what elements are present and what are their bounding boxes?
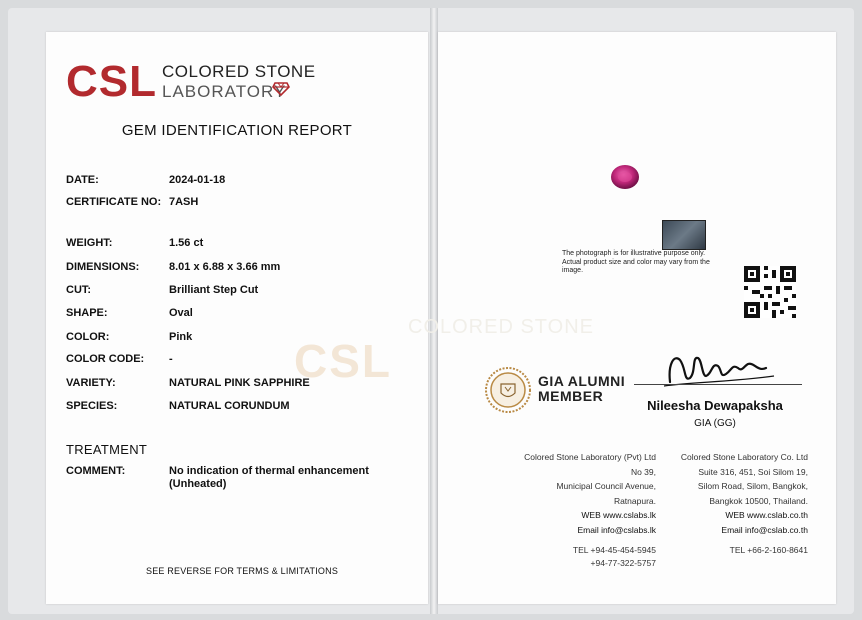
gem-photograph — [610, 164, 640, 190]
watermark-logo: CSL — [294, 335, 392, 387]
address-line: No 39, — [630, 466, 656, 477]
email-address: Email info@cslabs.lk — [577, 524, 656, 535]
field-label: CERTIFICATE NO: — [66, 196, 162, 208]
field-label: DIMENSIONS: — [66, 261, 140, 273]
field-value: 7ASH — [169, 196, 199, 208]
phone-sri-lanka — [518, 544, 656, 570]
photo-disclaimer: The photograph is for illustrative purpose only. Actual product size and color may vary from the image. — [562, 250, 710, 274]
phone-thailand — [658, 544, 808, 557]
address-line: Municipal Council Avenue, — [556, 481, 656, 491]
logo-brand: CSL — [66, 57, 157, 106]
gia-seal-icon — [484, 366, 532, 414]
phone-line: +94-77-322-5757 — [590, 558, 656, 568]
signer-name: Nileesha Dewapaksha — [647, 398, 783, 413]
watermark-text: COLORED STONE — [408, 316, 594, 338]
sleeve-fold — [430, 8, 438, 614]
field-value: 1.56 ct — [169, 237, 204, 249]
signer-title: GIA (GG) — [694, 418, 736, 429]
field-label: CUT: — [66, 284, 92, 296]
field-value: - — [169, 353, 173, 365]
signature-line — [634, 384, 802, 385]
field-value: 8.01 x 6.88 x 3.66 mm — [169, 261, 281, 273]
address-line: Colored Stone Laboratory Co. Ltd — [680, 452, 808, 462]
field-label: COLOR CODE: — [66, 353, 145, 365]
field-value: NATURAL CORUNDUM — [169, 400, 290, 412]
field-label: DATE: — [66, 174, 99, 186]
qr-code — [744, 266, 796, 318]
field-value: Oval — [169, 307, 193, 319]
logo-line1: COLORED STONE — [162, 62, 316, 81]
address-sri-lanka — [466, 450, 656, 537]
gia-alumni-label — [538, 374, 625, 404]
gia-line2: MEMBER — [538, 388, 604, 404]
field-value: 2024-01-18 — [169, 174, 226, 186]
report-card-left — [46, 32, 428, 604]
security-hologram — [662, 220, 706, 250]
gem-icon — [272, 82, 290, 96]
address-thailand — [664, 450, 808, 537]
report-title: GEM IDENTIFICATION REPORT — [121, 122, 353, 139]
address-line: Ratnapura. — [613, 495, 656, 506]
phone-line: TEL +94-45-454-5945 — [572, 545, 656, 555]
field-label: COLOR: — [66, 331, 110, 343]
treatment-heading: TREATMENT — [66, 442, 148, 457]
field-label: VARIETY: — [66, 377, 116, 389]
terms-note: SEE REVERSE FOR TERMS & LIMITATIONS — [146, 566, 339, 576]
address-line: Silom Road, Silom, Bangkok, — [697, 481, 808, 491]
gia-line1: GIA ALUMNI — [538, 373, 626, 389]
field-label: SPECIES: — [66, 400, 118, 412]
field-label: COMMENT: — [66, 465, 126, 477]
logo-line2: LABORATORY — [162, 82, 287, 101]
web-address: WEB www.cslabs.lk — [581, 510, 656, 520]
phone-line: TEL +66-2-160-8641 — [729, 545, 808, 555]
email-address: Email info@cslab.co.th — [721, 524, 808, 535]
field-label: SHAPE: — [66, 307, 108, 319]
address-line: Suite 316, 451, Soi Silom 19, — [698, 466, 808, 477]
signature — [662, 346, 812, 392]
web-address: WEB www.cslab.co.th — [725, 510, 808, 520]
field-value: Pink — [169, 331, 193, 343]
field-value: No indication of thermal enhancement (Unheated) — [169, 465, 369, 490]
field-value: NATURAL PINK SAPPHIRE — [169, 377, 310, 389]
field-label: WEIGHT: — [66, 237, 113, 249]
address-line: Bangkok 10500, Thailand. — [709, 495, 808, 506]
address-line: Colored Stone Laboratory (Pvt) Ltd — [524, 452, 656, 462]
report-card-right — [408, 32, 836, 604]
field-value: Brilliant Step Cut — [169, 284, 259, 296]
